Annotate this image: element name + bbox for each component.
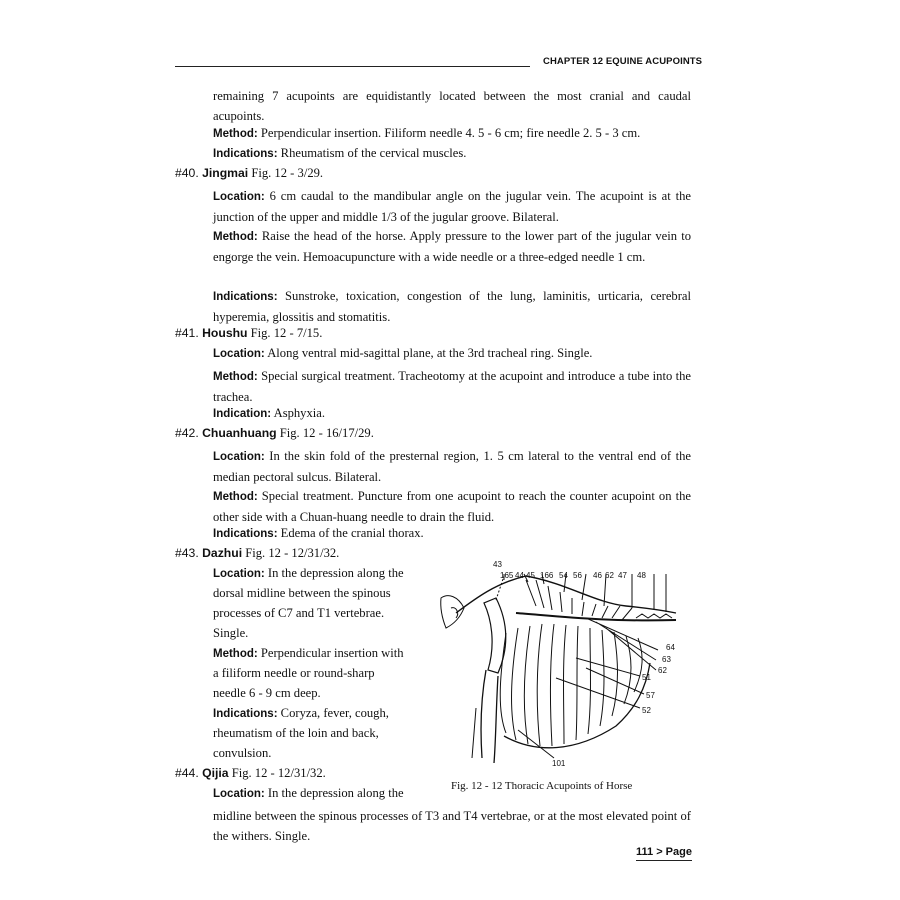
acupoint-heading-43: #43. Dazhui Fig. 12 - 12/31/32. bbox=[175, 546, 340, 560]
fig-label-top-1: 165 bbox=[500, 571, 514, 580]
ap40-method: Method: Raise the head of the horse. Apply pressure to the lower part of the jugular vein to engorge the vein. Hemoacupuncture with a wide needle or a three-edged needle 1 cm. bbox=[213, 229, 691, 264]
page-number: 111 > Page bbox=[636, 846, 692, 858]
ap43-method-line-2: a filiform needle or round-sharp bbox=[213, 666, 375, 680]
horse-thorax-figure bbox=[436, 558, 696, 773]
intro-text: remaining 7 acupoints are equidistantly located between the most cranial and caudal acupoints. bbox=[213, 89, 691, 123]
ap44-location-line-1: Location: In the depression along the bbox=[213, 786, 404, 800]
acupoint-heading-41: #41. Houshu Fig. 12 - 7/15. bbox=[175, 326, 323, 340]
fig-label-right-2: 62 bbox=[658, 666, 667, 675]
acupoint-heading-44: #44. Qijia Fig. 12 - 12/31/32. bbox=[175, 766, 326, 780]
ap43-indications-line-3: convulsion. bbox=[213, 746, 272, 760]
chapter-title: CHAPTER 12 EQUINE ACUPOINTS bbox=[543, 56, 703, 67]
ap42-indications: Indications: Edema of the cranial thorax. bbox=[213, 526, 424, 540]
ap43-location-line-3: processes of C7 and T1 vertebrae. bbox=[213, 606, 385, 620]
acupoint-heading-42: #42. Chuanhuang Fig. 12 - 16/17/29. bbox=[175, 426, 374, 440]
intro-method: Method: Perpendicular insertion. Filiform needle 4. 5 - 6 cm; fire needle 2. 5 - 3 cm. bbox=[213, 126, 641, 140]
fig-label-top-9: 47 bbox=[618, 571, 627, 580]
fig-label-top-0: 43 bbox=[493, 560, 502, 569]
header-rule bbox=[175, 66, 530, 67]
fig-label-right-1: 63 bbox=[662, 655, 671, 664]
fig-label-right-0: 64 bbox=[666, 643, 675, 652]
fig-label-right-3: 51 bbox=[642, 673, 651, 682]
ap42-method: Method: Special treatment. Puncture from one acupoint to reach the counter acupoint on the other side with a Chuan-huang needle to drain the fluid. bbox=[213, 489, 691, 524]
ap40-location: Location: 6 cm caudal to the mandibular angle on the jugular vein. The acupoint is at the junction of the upper and middle 1/3 of the jugular groove. Bilateral. bbox=[213, 189, 691, 224]
fig-label-top-10: 48 bbox=[637, 571, 646, 580]
ap43-location-line-2: dorsal midline between the spinous bbox=[213, 586, 391, 600]
fig-label-right-5: 52 bbox=[642, 706, 651, 715]
ap41-location: Location: Along ventral mid-sagittal plane, at the 3rd tracheal ring. Single. bbox=[213, 346, 593, 360]
ap41-method: Method: Special surgical treatment. Tracheotomy at the acupoint and introduce a tube into the trachea. bbox=[213, 369, 691, 404]
fig-label-top-6: 56 bbox=[573, 571, 582, 580]
figure-caption: Fig. 12 - 12 Thoracic Acupoints of Horse bbox=[451, 780, 633, 792]
ap40-indications: Indications: Sunstroke, toxication, congestion of the lung, laminitis, urticaria, cerebral hyperemia, glossitis and stomatitis. bbox=[213, 289, 691, 324]
ap43-location-line-4: Single. bbox=[213, 626, 249, 640]
fig-label-right-4: 57 bbox=[646, 691, 655, 700]
ap44-location-rest: midline between the spinous processes of T3 and T4 vertebrae, or at the most elevated point of the withers. Single. bbox=[213, 809, 691, 843]
ap43-indications-line-1: Indications: Coryza, fever, cough, bbox=[213, 706, 389, 720]
fig-label-top-3: 45 bbox=[526, 571, 535, 580]
page-number-underline bbox=[636, 860, 692, 861]
fig-label-top-4: 166 bbox=[540, 571, 554, 580]
fig-label-top-8: 62 bbox=[605, 571, 614, 580]
ap41-indication: Indication: Asphyxia. bbox=[213, 406, 326, 420]
acupoint-heading-40: #40. Jingmai Fig. 12 - 3/29. bbox=[175, 166, 324, 180]
fig-label-top-5: 54 bbox=[559, 571, 568, 580]
fig-label-top-7: 46 bbox=[593, 571, 602, 580]
ap43-indications-line-2: rheumatism of the loin and back, bbox=[213, 726, 379, 740]
ap43-method-line-3: needle 6 - 9 cm deep. bbox=[213, 686, 321, 700]
fig-label-top-2: 44 bbox=[515, 571, 524, 580]
fig-label-bottom: 101 bbox=[552, 759, 566, 768]
ap43-location-line-1: Location: In the depression along the bbox=[213, 566, 404, 580]
intro-indications: Indications: Rheumatism of the cervical muscles. bbox=[213, 146, 467, 160]
ap43-method-line-1: Method: Perpendicular insertion with bbox=[213, 646, 404, 660]
ap42-location: Location: In the skin fold of the presternal region, 1. 5 cm lateral to the ventral end of the median pectoral sulcus. Bilateral. bbox=[213, 449, 691, 484]
